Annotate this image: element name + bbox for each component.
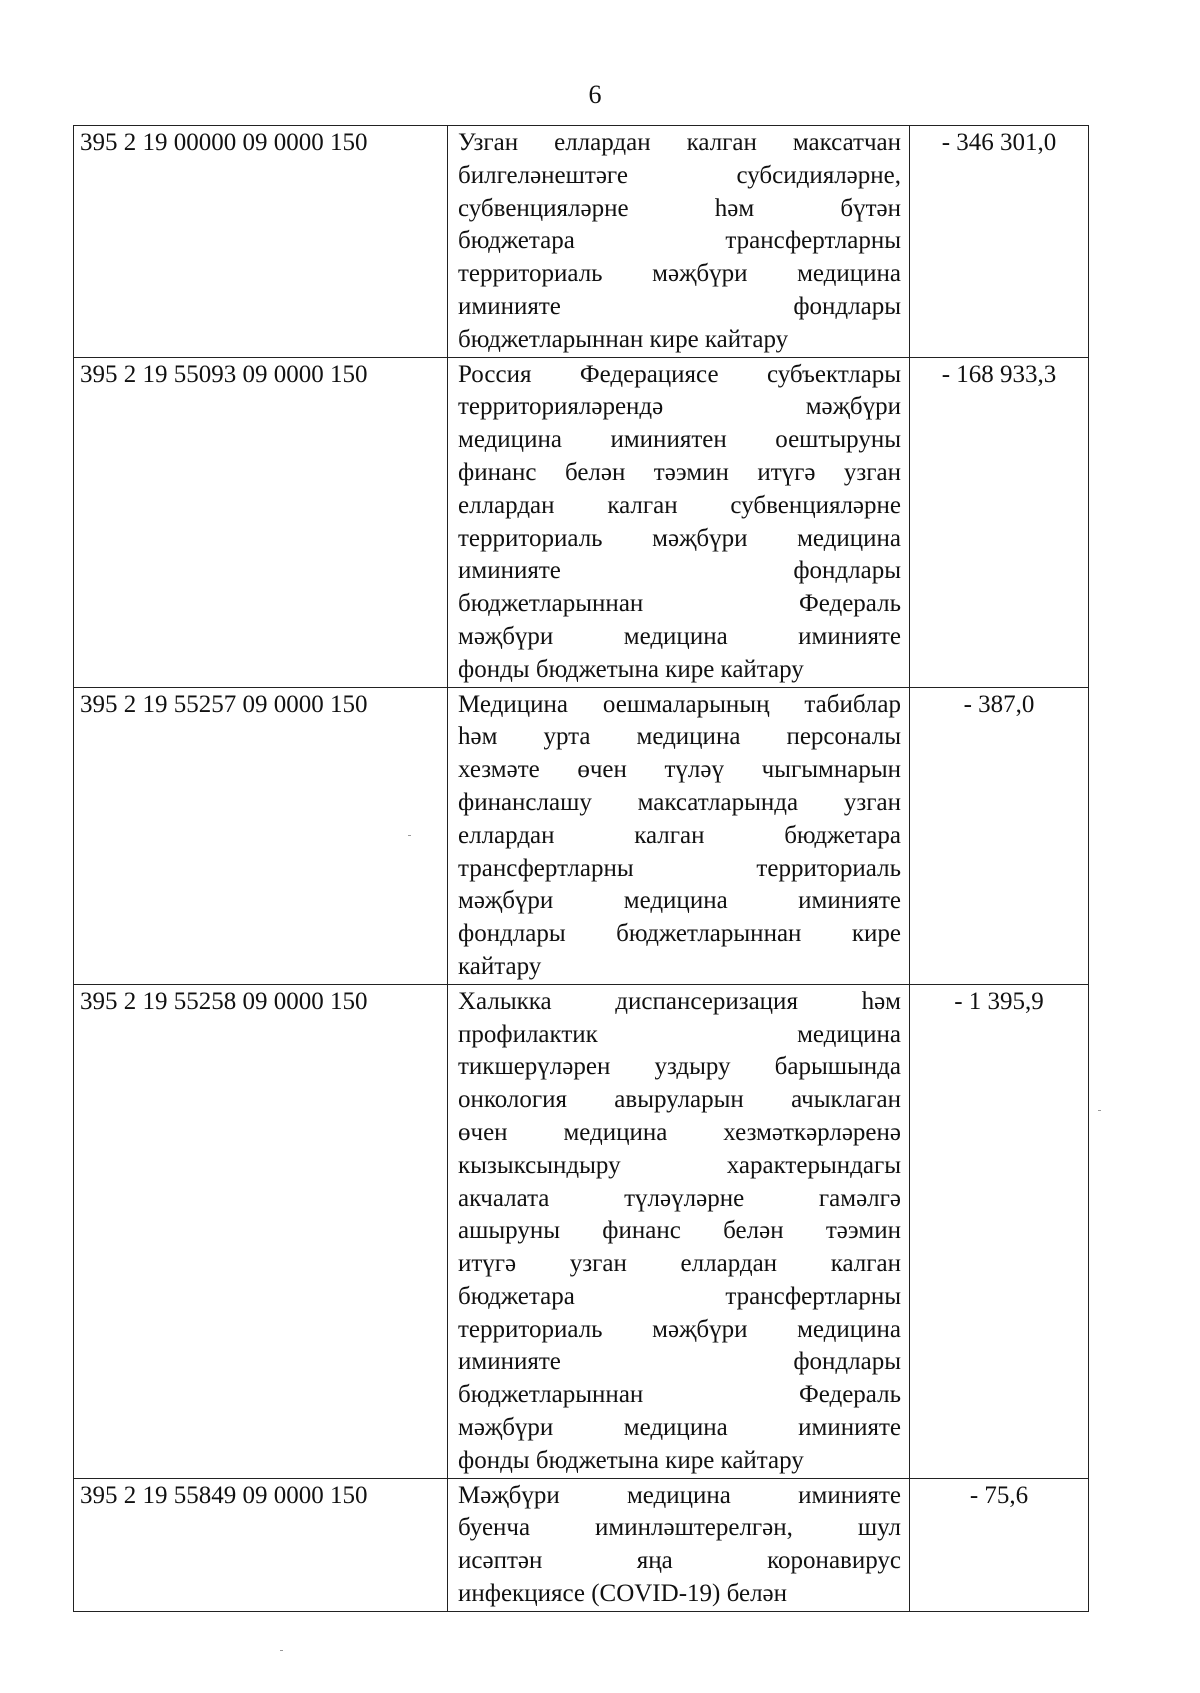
description-line: финанс белән тәэмин итүгә узган [458,458,901,486]
description-line: Россия Федерациясе субъектлары [458,360,901,388]
description-cell [448,1478,910,1611]
description-line: фонды бюджетына кире кайтару [458,655,804,683]
table-row [74,357,1089,687]
description-line: итүгә узган еллардан калган [458,1250,901,1278]
description-line: буенча иминләштерелгән, шул [458,1514,901,1542]
budget-code-cell: 395 2 19 00000 09 0000 150 [74,126,448,358]
description-line: мәҗбүри медицина иминияте [458,887,901,915]
description-line: бюджетара трансфертларны [458,1282,901,1310]
description-line: фонды бюджетына кире кайтару [458,1446,804,1474]
description-line: еллардан калган бюджетара [458,821,901,849]
description-line: территориаль мәҗбүри медицина [458,260,901,288]
budget-code-cell: 395 2 19 55849 09 0000 150 [74,1478,448,1611]
amount-cell: - 387,0 [910,687,1089,984]
description-line: хезмәте өчен түләү чыгымнарын [458,756,901,784]
amount-cell: - 1 395,9 [910,984,1089,1478]
description-line: инфекциясе (COVID-19) белән [458,1580,788,1608]
page-number: 6 [588,80,602,109]
scan-speck [408,835,411,836]
description-line: бюджетларыннан Федераль [458,590,901,618]
table-body [74,126,1089,1612]
description-cell [448,984,910,1478]
table-row [74,687,1089,984]
description-line: исәптән яңа коронавирус [458,1547,901,1575]
description-line: Халыкка диспансеризация һәм [458,987,901,1015]
description-line: территориаль мәҗбүри медицина [458,524,901,552]
scan-speck [280,1650,283,1651]
description-line: тикшерүләрен уздыру барышында [458,1053,901,1081]
description-line: билгеләнештәге субсидияләрне, [458,161,901,189]
description-line: бюджетларыннан кире кайтару [458,325,789,353]
description-cell [448,357,910,687]
budget-code-cell: 395 2 19 55093 09 0000 150 [74,357,448,687]
description-line: Узган еллардан калган максатчан [458,129,901,156]
amount-cell: - 346 301,0 [910,126,1089,358]
description-line: мәҗбүри медицина иминияте [458,1414,901,1442]
description-line: бюджетларыннан Федераль [458,1381,901,1409]
table-row [74,1478,1089,1611]
amount-cell: - 168 933,3 [910,357,1089,687]
description-line: территорияләрендә мәҗбүри [458,393,901,421]
description-line: территориаль мәҗбүри медицина [458,1315,901,1343]
description-line: акчалата түләүләрне гамәлгә [458,1184,901,1212]
description-line: кызыксындыру характерындагы [458,1151,901,1179]
description-line: Мәҗбүри медицина иминияте [458,1481,901,1509]
description-line: ашыруны финанс белән тәэмин [458,1217,901,1245]
budget-code-cell: 395 2 19 55257 09 0000 150 [74,687,448,984]
description-line: еллардан калган субвенцияләрне [458,491,901,519]
description-line: медицина иминиятен оештыруны [458,426,901,454]
description-line: финанслашу максатларында узган [458,788,901,816]
description-line: иминияте фондлары [458,1348,901,1376]
description-line: фондлары бюджетларыннан кире [458,920,901,948]
description-line: һәм урта медицина персоналы [458,723,901,751]
description-line: өчен медицина хезмәткәрләренә [458,1118,901,1146]
scan-speck [1098,1110,1101,1111]
description-cell [448,687,910,984]
description-line: профилактик медицина [458,1020,901,1048]
description-cell [448,126,910,358]
description-line: бюджетара трансфертларны [458,227,901,255]
description-line: мәҗбүри медицина иминияте [458,622,901,650]
description-line: иминияте фондлары [458,557,901,585]
description-line: субвенцияләрне һәм бүтән [458,194,901,222]
table-row [74,984,1089,1478]
budget-code-cell: 395 2 19 55258 09 0000 150 [74,984,448,1478]
amount-cell: - 75,6 [910,1478,1089,1611]
description-line: трансфертларны территориаль [458,854,901,882]
description-line: онкология авыруларын ачыклаган [458,1086,901,1114]
description-line: Медицина оешмаларының табиблар [458,690,901,718]
description-line: иминияте фондлары [458,292,901,320]
description-line: кайтару [458,952,542,980]
budget-table [73,125,1089,1612]
table-row [74,126,1089,358]
